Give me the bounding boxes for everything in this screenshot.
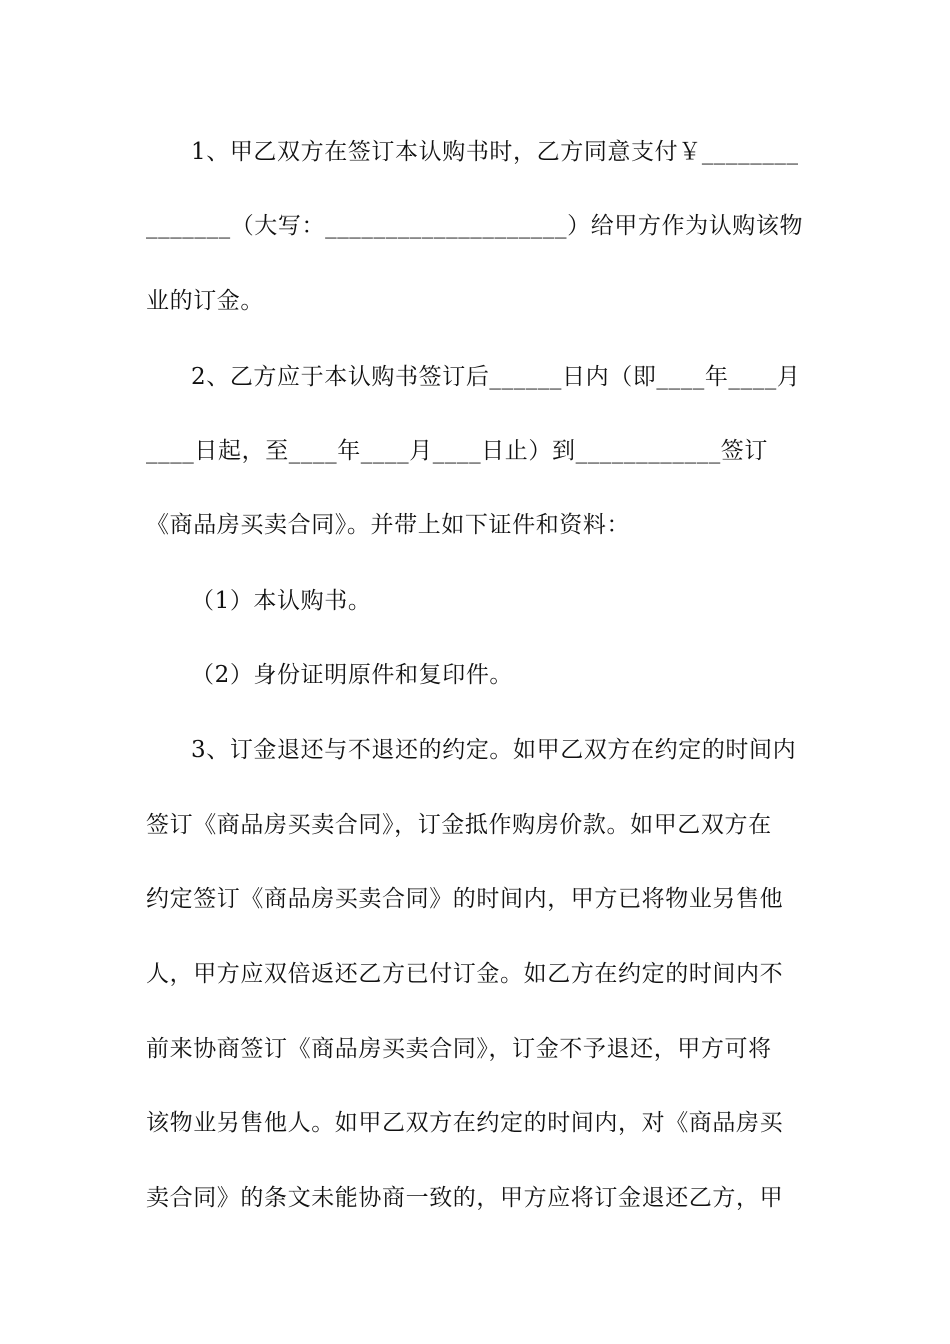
clause-3-line-7: 卖合同》的条文未能协商一致的，甲方应将订金退还乙方，甲 <box>146 1185 784 1211</box>
clause-1-line-1: 1、甲乙双方在签订本认购书时，乙方同意支付￥________ <box>191 139 799 165</box>
clause-3-line-5: 前来协商签订《商品房买卖合同》，订金不予退还，甲方可将 <box>146 1036 772 1062</box>
clause-3-line-1: 3、订金退还与不退还的约定。如甲乙双方在约定的时间内 <box>191 737 797 763</box>
item-1: （1）本认购书。 <box>191 588 372 614</box>
clause-3-line-6: 该物业另售他人。如甲乙双方在约定的时间内，对《商品房买 <box>146 1110 784 1136</box>
clause-2-line-2: ____日起，至____年____月____日止）到____________签订 <box>146 438 768 464</box>
clause-1-line-2: _______（大写：____________________）给甲方作为认购该物 <box>146 213 804 239</box>
clause-2-line-3: 《商品房买卖合同》。并带上如下证件和资料： <box>146 512 631 538</box>
clause-3-line-2: 签订《商品房买卖合同》，订金抵作购房价款。如甲乙双方在 <box>146 812 772 838</box>
item-2: （2）身份证明原件和复印件。 <box>191 662 514 688</box>
clause-2-line-1: 2、乙方应于本认购书签订后______日内（即____年____月 <box>191 364 801 390</box>
clause-3-line-3: 约定签订《商品房买卖合同》的时间内，甲方已将物业另售他 <box>146 886 784 912</box>
clause-1-line-3: 业的订金。 <box>146 288 264 314</box>
clause-3-line-4: 人，甲方应双倍返还乙方已付订金。如乙方在约定的时间内不 <box>146 961 784 987</box>
